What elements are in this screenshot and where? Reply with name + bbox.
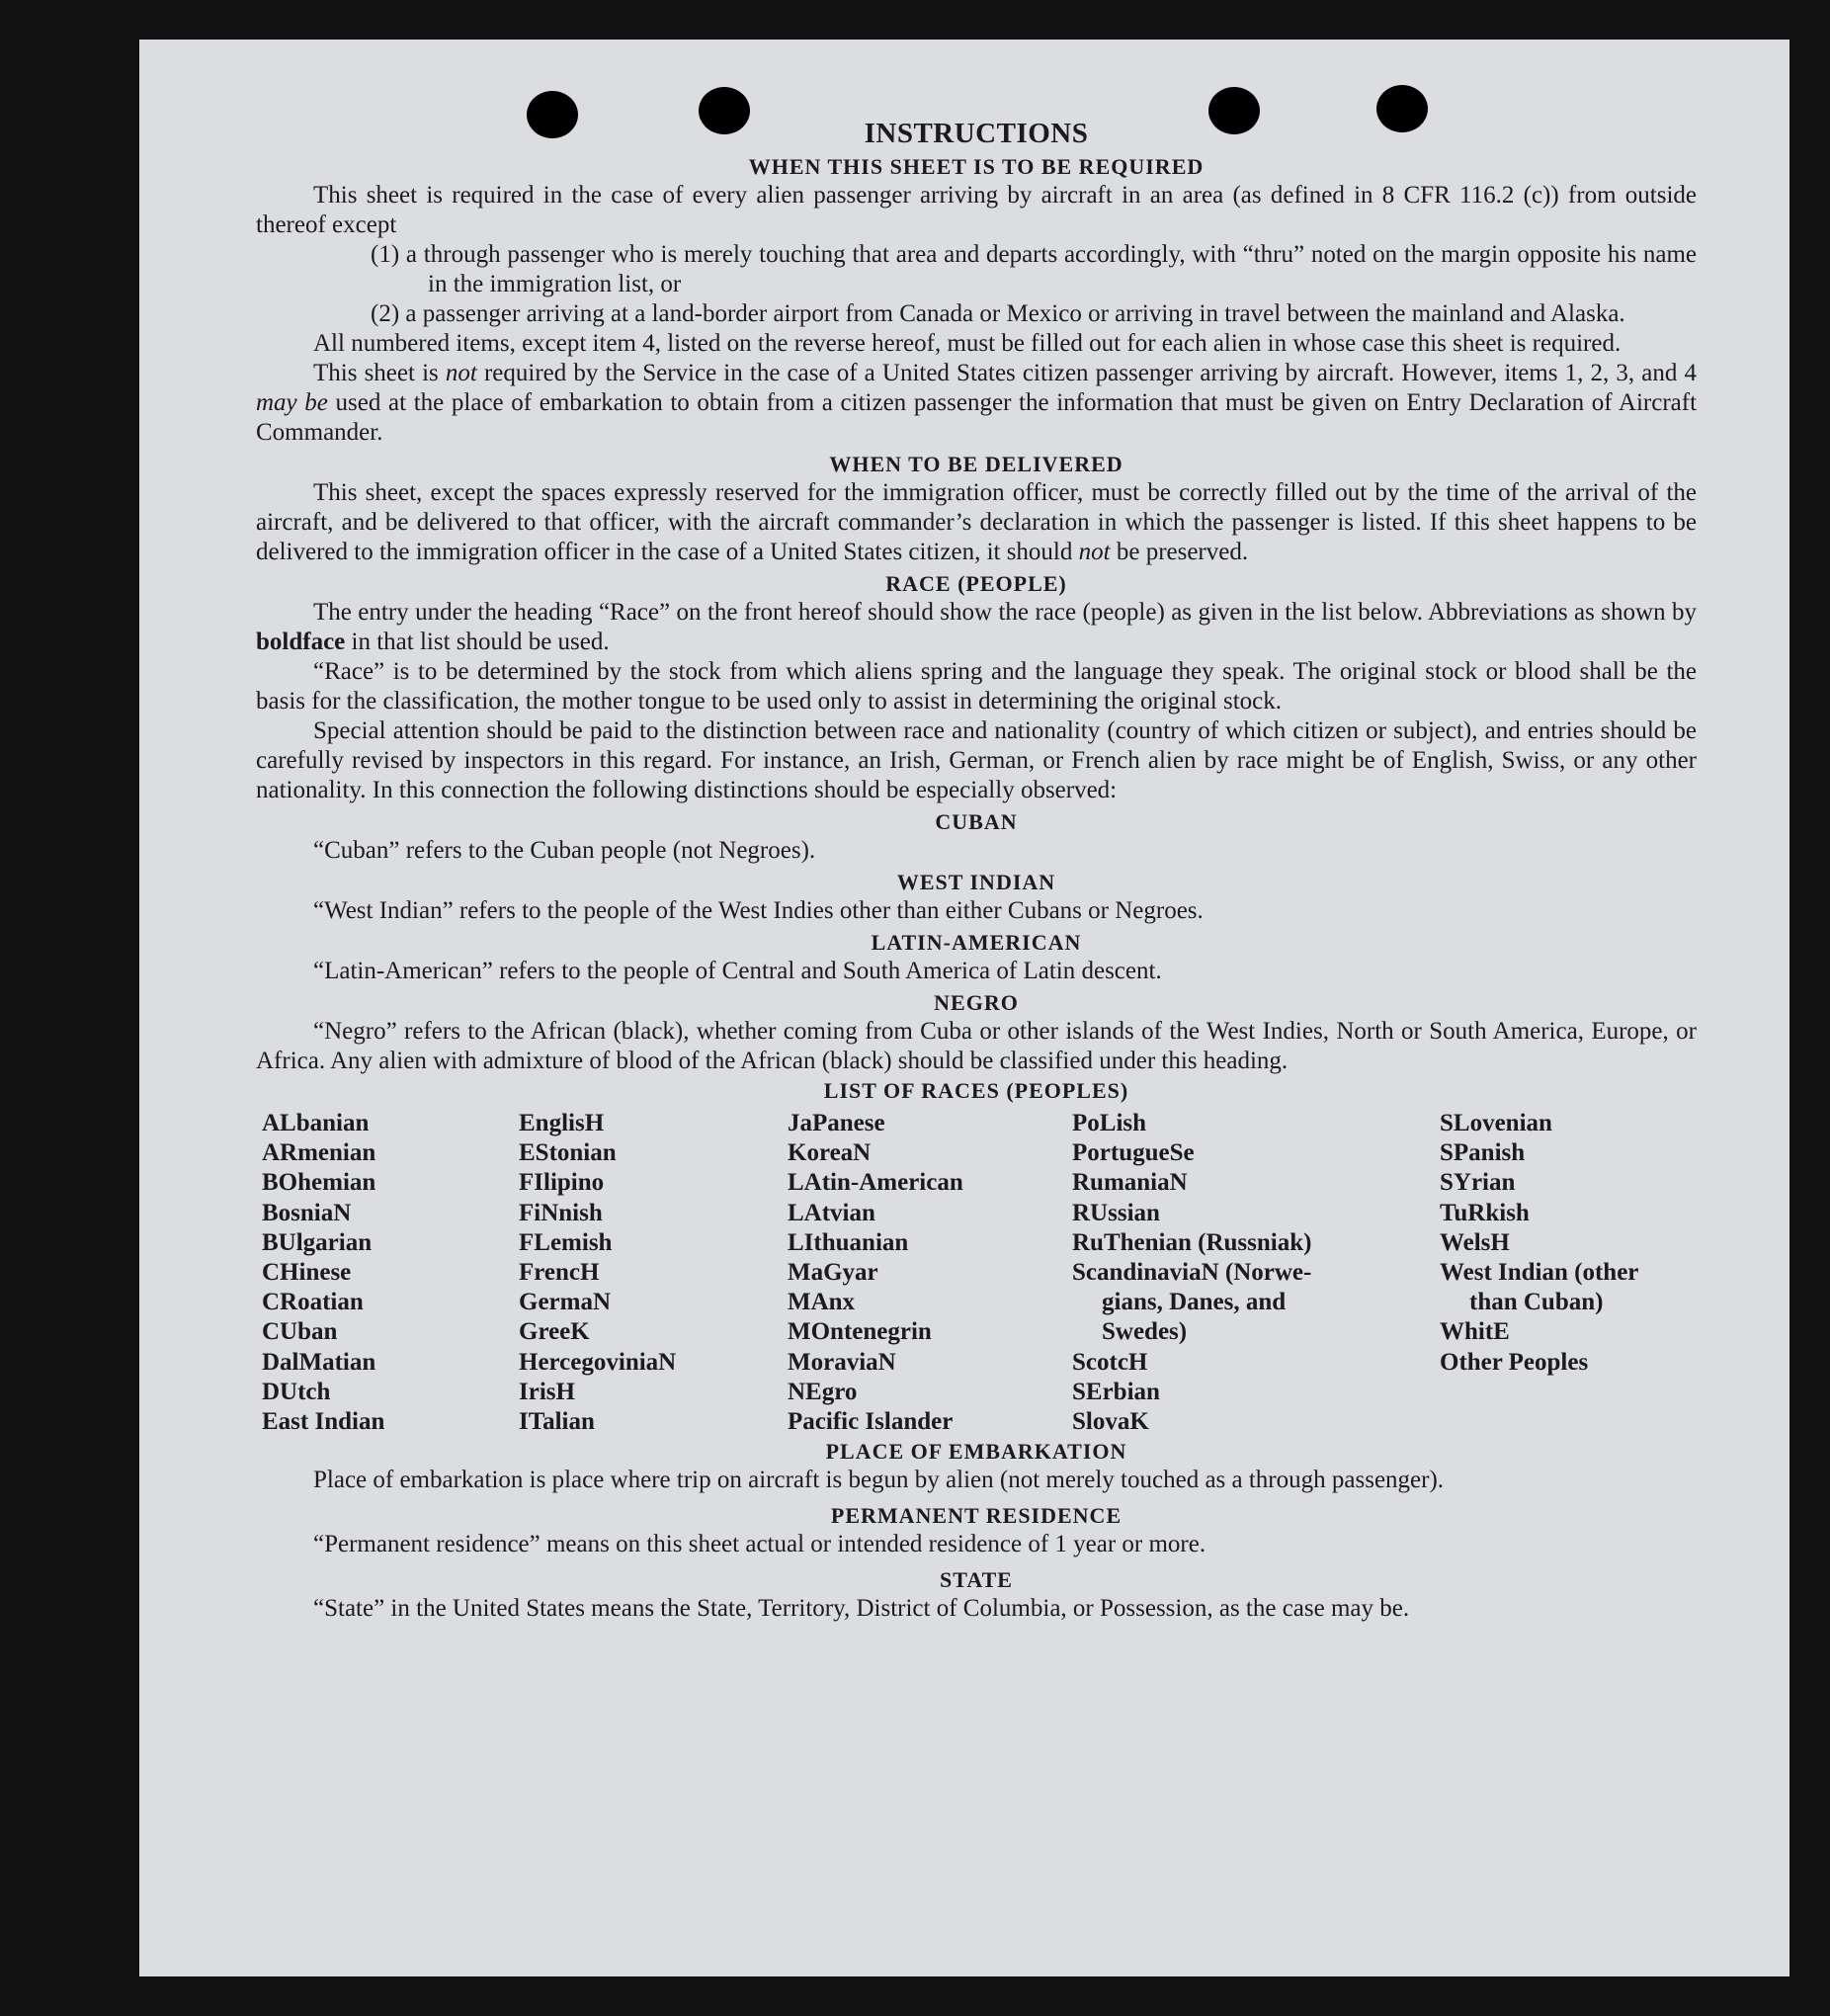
race-list-item: WelsH: [1440, 1228, 1510, 1256]
paragraph: “Race” is to be determined by the stock from which aliens spring and the language they speak. The original stock or blood shall be the basis for the classification, the mother tongue to be used only to assist in determining the original stock.: [256, 658, 1697, 714]
race-list-item: PortugueSe: [1072, 1139, 1195, 1167]
race-list-item: HercegoviniaN: [519, 1348, 677, 1376]
race-list-item: FrencH: [519, 1259, 600, 1287]
race-list-item: JaPanese: [788, 1110, 885, 1136]
races-column-5: [1440, 1109, 1638, 1378]
section-heading-west-indian: WEST INDIAN: [896, 870, 1056, 894]
paragraph: “Latin-American” refers to the people of Central and South America of Latin descent.: [313, 958, 1162, 984]
race-list-item: IrisH: [519, 1378, 575, 1405]
race-list-item: DUtch: [262, 1378, 331, 1405]
page-title: INSTRUCTIONS: [864, 118, 1089, 149]
race-list-item: MaGyar: [788, 1259, 878, 1287]
race-list-item: TuRkish: [1440, 1199, 1530, 1226]
race-list-item: LAtin-American: [788, 1169, 963, 1197]
section-heading-embarkation: PLACE OF EMBARKATION: [825, 1439, 1127, 1464]
race-list-item: FiNnish: [519, 1199, 603, 1226]
paragraph: Place of embarkation is place where trip on aircraft is begun by alien (not merely touched as a through passenger).: [313, 1467, 1445, 1493]
race-list-item: SYrian: [1440, 1169, 1516, 1197]
race-list-item: BUlgarian: [262, 1228, 373, 1256]
paragraph: “West Indian” refers to the people of the West Indies other than either Cubans or Negroes.: [313, 897, 1204, 924]
section-heading-permanent-residence: PERMANENT RESIDENCE: [830, 1503, 1123, 1528]
paragraph: Special attention should be paid to the distinction between race and nationality (country of which citizen or subject), and entries should be carefully revised by inspectors in this regard. For instance, an Irish, German, or French alien by race might be of English, Swiss, or any other nationality. In this connection the following distinctions should be especially observed:: [256, 717, 1697, 803]
race-list-item: Pacific Islander: [788, 1408, 954, 1436]
race-list-item: CUban: [262, 1318, 338, 1346]
races-column-4: [1072, 1109, 1311, 1437]
paragraph: “State” in the United States means the State, Territory, District of Columbia, or Possession, as the case may be.: [313, 1595, 1410, 1622]
race-list-item: SErbian: [1072, 1378, 1160, 1405]
race-list-item: MOntenegrin: [788, 1318, 932, 1346]
race-list-item: FLemish: [519, 1228, 613, 1256]
races-column-1: [262, 1109, 384, 1437]
race-list-item: CRoatian: [262, 1289, 364, 1316]
paragraph: All numbered items, except item 4, listed on the reverse hereof, must be filled out for each alien in whose case this sheet is required.: [313, 330, 1622, 357]
race-list-item: ScandinaviaN (Norwe-: [1072, 1259, 1312, 1287]
race-list-item: BosniaN: [262, 1199, 352, 1226]
race-list-item: SlovaK: [1072, 1408, 1149, 1436]
race-list-item: RumaniaN: [1072, 1169, 1188, 1197]
races-column-3: [788, 1109, 963, 1437]
race-list-item: EStonian: [519, 1139, 617, 1167]
document-page: [139, 40, 1789, 1976]
race-list-item: SPanish: [1440, 1139, 1526, 1167]
section-heading-state: STATE: [940, 1567, 1013, 1592]
list-item-exception-2: (2) a passenger arriving at a land-border airport from Canada or Mexico or arriving in travel between the mainland and Alaska.: [371, 300, 1625, 327]
race-list-item: ALbanian: [262, 1110, 370, 1136]
race-list-item: MoraviaN: [788, 1348, 896, 1376]
race-list-item: SLovenian: [1440, 1110, 1552, 1136]
race-list-item: LIthuanian: [788, 1228, 909, 1256]
race-list-item: ARmenian: [262, 1139, 376, 1167]
race-list-item: NEgro: [788, 1378, 858, 1405]
section-heading-delivered: WHEN TO BE DELIVERED: [829, 452, 1123, 476]
paragraph: The entry under the heading “Race” on the front hereof should show the race (people) as given in the list below. Abbreviations as shown by boldface in that list should be used.: [256, 599, 1697, 655]
race-list-item: Swedes): [1102, 1318, 1188, 1346]
races-list: [256, 1109, 1697, 1435]
section-heading-negro: NEGRO: [934, 990, 1019, 1015]
paragraph: “Cuban” refers to the Cuban people (not Negroes).: [313, 837, 816, 864]
race-list-item: RUssian: [1072, 1199, 1160, 1226]
race-list-item: EnglisH: [519, 1110, 605, 1136]
race-list-item: PoLish: [1072, 1110, 1147, 1136]
race-list-item: ScotcH: [1072, 1348, 1148, 1376]
race-list-item: GermaN: [519, 1289, 612, 1316]
race-list-item: RuThenian (Russniak): [1072, 1228, 1312, 1256]
race-list-item: than Cuban): [1469, 1289, 1604, 1316]
race-list-item: MAnx: [788, 1289, 856, 1316]
instructions-body: [256, 117, 1697, 1624]
race-list-item: FIlipino: [519, 1169, 605, 1197]
paragraph: “Permanent residence” means on this sheet actual or intended residence of 1 year or more.: [313, 1531, 1206, 1557]
races-column-2: [519, 1109, 676, 1437]
race-list-item: KoreaN: [788, 1139, 872, 1167]
section-heading-cuban: CUBAN: [935, 809, 1018, 834]
race-list-item: LAtvian: [788, 1199, 875, 1226]
race-list-item: WhitE: [1440, 1318, 1510, 1346]
paragraph: This sheet is not required by the Service in the case of a United States citizen passenger arriving by aircraft. However, items 1, 2, 3, and 4 may be used at the place of embarkation to obtain from a citizen passenger the information that must be given on Entry Declaration of Aircraft Commander.: [256, 360, 1698, 446]
race-list-item: gians, Danes, and: [1102, 1289, 1287, 1316]
race-list-item: West Indian (other: [1440, 1259, 1639, 1287]
race-list-item: East Indian: [262, 1408, 385, 1436]
race-list-item: DalMatian: [262, 1348, 376, 1376]
paragraph: This sheet, except the spaces expressly reserved for the immigration officer, must be correctly filled out by the time of the arrival of the aircraft, and be delivered to that officer, with the aircraft commander’s declaration in which the passenger is listed. If this sheet happens to be delivered to the immigration officer in the case of a United States citizen, it should not be preserved.: [256, 479, 1697, 565]
paragraph: “Negro” refers to the African (black), whether coming from Cuba or other islands of the West Indies, North or South America, Europe, or Africa. Any alien with admixture of blood of the African (black) should be classified under this heading.: [256, 1018, 1697, 1074]
race-list-item: BOhemian: [262, 1169, 376, 1197]
race-list-item: ITalian: [519, 1408, 595, 1436]
section-heading-race: RACE (PEOPLE): [885, 571, 1067, 596]
section-heading-required: WHEN THIS SHEET IS TO BE REQUIRED: [748, 154, 1205, 179]
section-heading-list-of-races: LIST OF RACES (PEOPLES): [823, 1078, 1129, 1103]
paragraph: This sheet is required in the case of every alien passenger arriving by aircraft in an area (as defined in 8 CFR 116.2 (c)) from outside thereof except: [256, 182, 1697, 238]
race-list-item: CHinese: [262, 1259, 352, 1287]
race-list-item: GreeK: [519, 1318, 590, 1346]
list-item-exception-1: (1) a through passenger who is merely touching that area and departs accordingly, with “thru” noted on the margin opposite his name in the immigration list, or: [371, 241, 1697, 297]
race-list-item: Other Peoples: [1440, 1348, 1589, 1376]
section-heading-latin-american: LATIN-AMERICAN: [871, 930, 1082, 955]
